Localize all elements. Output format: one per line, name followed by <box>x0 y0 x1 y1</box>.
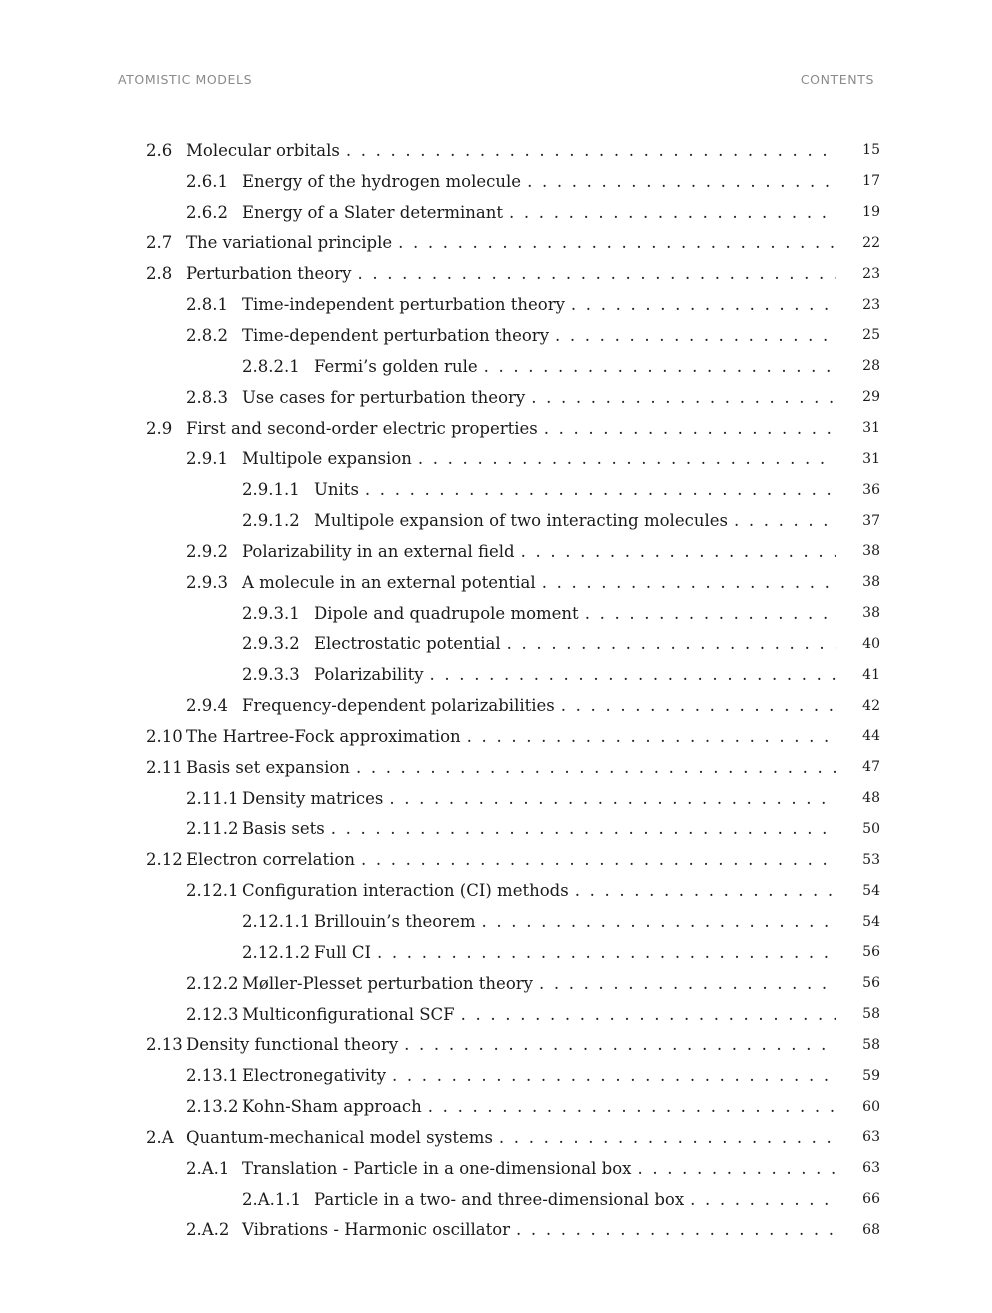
toc-entry[interactable] <box>146 906 880 937</box>
toc-entry-label <box>146 819 836 838</box>
section-title: Perturbation theory <box>186 264 352 284</box>
toc-entry-label <box>146 1097 836 1116</box>
section-title: Molecular orbitals <box>186 140 340 160</box>
dot-leader <box>482 912 836 931</box>
page-number: 31 <box>862 450 880 467</box>
section-number: 2.12.2 <box>186 973 239 993</box>
toc-entry[interactable] <box>146 228 880 259</box>
toc-entry[interactable] <box>146 937 880 968</box>
toc-entry-label <box>146 326 836 345</box>
page-number: 58 <box>862 1006 880 1023</box>
section-title: Density matrices <box>242 788 384 808</box>
section-title: Fermi’s golden rule <box>314 356 478 376</box>
section-number: 2.A.1.1 <box>242 1189 302 1209</box>
page-number: 53 <box>862 851 880 868</box>
dot-leader <box>461 1005 836 1024</box>
page-number: 40 <box>862 635 880 652</box>
dot-leader <box>377 943 836 962</box>
dot-leader <box>509 203 836 222</box>
toc-entry-label <box>146 264 836 283</box>
dot-leader <box>521 542 836 561</box>
toc-entry-label <box>146 1159 836 1178</box>
toc-entry-label <box>146 480 836 499</box>
section-title: Kohn-Sham approach <box>242 1097 422 1117</box>
dot-leader <box>542 573 836 592</box>
toc-entry[interactable] <box>146 659 880 690</box>
section-title: The variational principle <box>186 233 393 253</box>
toc-entry[interactable] <box>146 320 880 351</box>
toc-entry[interactable] <box>146 1029 880 1060</box>
dot-leader <box>585 604 836 623</box>
section-number: 2.9.1 <box>186 449 228 469</box>
toc-entry[interactable] <box>146 844 880 875</box>
toc-entry[interactable] <box>146 258 880 289</box>
toc-entry-label <box>146 665 836 684</box>
toc-entry-label <box>146 943 836 962</box>
section-number: 2.A.2 <box>186 1220 230 1240</box>
toc-entry-label <box>146 1128 836 1147</box>
toc-entry[interactable] <box>146 567 880 598</box>
section-number: 2.12.3 <box>186 1004 239 1024</box>
section-number: 2.A.1 <box>186 1158 230 1178</box>
page-number: 38 <box>862 543 880 560</box>
dot-leader <box>531 388 836 407</box>
dot-leader <box>357 264 836 283</box>
section-title: Multipole expansion <box>242 449 412 469</box>
dot-leader <box>430 665 836 684</box>
page-number: 38 <box>862 574 880 591</box>
toc-entry-label <box>146 295 836 314</box>
section-title: Brillouin’s theorem <box>314 912 476 932</box>
dot-leader <box>690 1190 836 1209</box>
section-number: 2.11 <box>146 757 183 777</box>
toc-entry[interactable] <box>146 1091 880 1122</box>
section-number: 2.6 <box>146 140 173 160</box>
dot-leader <box>346 141 836 160</box>
running-header-right: CONTENTS <box>800 72 874 87</box>
dot-leader <box>499 1128 836 1147</box>
section-title: Particle in a two- and three-dimensional box <box>314 1189 685 1209</box>
toc-entry[interactable] <box>146 289 880 320</box>
toc-entry[interactable] <box>146 413 880 444</box>
page-number: 50 <box>862 820 880 837</box>
section-number: 2.11.2 <box>186 819 239 839</box>
page-number: 56 <box>862 944 880 961</box>
toc-entry-label <box>146 1066 836 1085</box>
toc-entry-label <box>146 1005 836 1024</box>
section-number: 2.9.3.3 <box>242 665 300 685</box>
page-number: 22 <box>862 234 880 251</box>
section-title: Electron correlation <box>186 850 355 870</box>
section-title: Møller-Plesset perturbation theory <box>242 973 533 993</box>
section-number: 2.13.1 <box>186 1066 239 1086</box>
toc-entry-label <box>146 233 836 252</box>
running-header-left: ATOMISTIC MODELS <box>118 72 253 87</box>
toc-entry[interactable] <box>146 1122 880 1153</box>
section-title: Units <box>314 480 359 500</box>
section-title: Density functional theory <box>186 1035 399 1055</box>
page-number: 66 <box>862 1191 880 1208</box>
section-title: Electronegativity <box>242 1066 387 1086</box>
section-number: 2.9.3 <box>186 572 228 592</box>
section-number: 2.9.3.1 <box>242 603 300 623</box>
toc-entry-label <box>146 604 836 623</box>
section-number: 2.12.1 <box>186 881 239 901</box>
section-title: Time-independent perturbation theory <box>242 295 565 315</box>
toc-entry[interactable] <box>146 721 880 752</box>
toc-entry-label <box>146 388 836 407</box>
page-number: 68 <box>862 1221 880 1238</box>
dot-leader <box>516 1220 836 1239</box>
toc-entry-label <box>146 542 836 561</box>
section-number: 2.9.3.2 <box>242 634 300 654</box>
toc-entry-label <box>146 727 836 746</box>
section-number: 2.6.2 <box>186 202 228 222</box>
section-number: 2.9 <box>146 418 173 438</box>
section-number: 2.12.1.2 <box>242 942 311 962</box>
toc-entry[interactable] <box>146 1215 880 1246</box>
toc-entry[interactable] <box>146 968 880 999</box>
section-title: Multiconfigurational SCF <box>242 1004 455 1024</box>
page-number: 23 <box>862 296 880 313</box>
toc-entry[interactable] <box>146 1060 880 1091</box>
section-title: Time-dependent perturbation theory <box>242 325 550 345</box>
dot-leader <box>404 1035 836 1054</box>
toc-entry-label <box>146 974 836 993</box>
section-title: Full CI <box>314 942 372 962</box>
dot-leader <box>467 727 836 746</box>
section-number: 2.9.2 <box>186 541 228 561</box>
toc-entry-label <box>146 758 836 777</box>
toc-entry-label <box>146 511 836 530</box>
section-number: 2.10 <box>146 726 183 746</box>
section-title: Use cases for perturbation theory <box>242 387 526 407</box>
section-title: First and second-order electric properties <box>186 418 538 438</box>
toc-entry-label <box>146 1190 836 1209</box>
toc-entry-label <box>146 696 836 715</box>
section-number: 2.8 <box>146 264 173 284</box>
dot-leader <box>356 758 836 777</box>
section-number: 2.9.4 <box>186 696 228 716</box>
page-number: 60 <box>862 1098 880 1115</box>
toc-entry[interactable] <box>146 505 880 536</box>
section-number: 2.9.1.1 <box>242 480 300 500</box>
section-number: 2.A <box>146 1127 174 1147</box>
dot-leader <box>389 789 836 808</box>
section-number: 2.12.1.1 <box>242 912 311 932</box>
dot-leader <box>575 881 836 900</box>
section-number: 2.9.1.2 <box>242 511 300 531</box>
dot-leader <box>484 357 836 376</box>
dot-leader <box>398 233 836 252</box>
section-title: Translation - Particle in a one-dimensional box <box>242 1158 632 1178</box>
dot-leader <box>361 850 836 869</box>
toc-entry-label <box>146 357 836 376</box>
toc-entry-label <box>146 1035 836 1054</box>
page-number: 48 <box>862 790 880 807</box>
toc-entry[interactable] <box>146 783 880 814</box>
toc-entry[interactable] <box>146 166 880 197</box>
dot-leader <box>365 480 836 499</box>
toc-entry[interactable] <box>146 690 880 721</box>
section-number: 2.8.2.1 <box>242 356 300 376</box>
toc-entry[interactable] <box>146 351 880 382</box>
section-title: Polarizability <box>314 665 424 685</box>
page-number: 23 <box>862 265 880 282</box>
dot-leader <box>555 326 836 345</box>
page-number: 25 <box>862 327 880 344</box>
page-number: 19 <box>862 204 880 221</box>
section-title: Dipole and quadrupole moment <box>314 603 579 623</box>
toc-entry[interactable] <box>146 536 880 567</box>
page-number: 58 <box>862 1036 880 1053</box>
section-title: Configuration interaction (CI) methods <box>242 881 569 901</box>
page-number: 54 <box>862 913 880 930</box>
section-title: Multipole expansion of two interacting molecules <box>314 511 728 531</box>
page-number: 56 <box>862 975 880 992</box>
section-title: Electrostatic potential <box>314 634 501 654</box>
dot-leader <box>331 819 836 838</box>
section-number: 2.6.1 <box>186 171 228 191</box>
toc-entry-label <box>146 172 836 191</box>
toc-entry-label <box>146 634 836 653</box>
page-number: 29 <box>862 389 880 406</box>
section-number: 2.8.1 <box>186 295 228 315</box>
toc-entry[interactable] <box>146 875 880 906</box>
toc-entry[interactable] <box>146 752 880 783</box>
dot-leader <box>527 172 836 191</box>
section-number: 2.8.2 <box>186 325 228 345</box>
page-number: 28 <box>862 358 880 375</box>
page-number: 15 <box>862 142 880 159</box>
page-number: 41 <box>862 666 880 683</box>
section-title: A molecule in an external potential <box>242 572 536 592</box>
section-title: Basis set expansion <box>186 757 350 777</box>
dot-leader <box>507 634 836 653</box>
dot-leader <box>428 1097 836 1116</box>
toc-entry-label <box>146 912 836 931</box>
page-number: 63 <box>862 1129 880 1146</box>
section-title: Basis sets <box>242 819 325 839</box>
toc-entry[interactable] <box>146 1153 880 1184</box>
toc-entry-label <box>146 449 836 468</box>
section-title: Quantum-mechanical model systems <box>186 1127 493 1147</box>
page-number: 44 <box>862 728 880 745</box>
toc-entry[interactable] <box>146 135 880 166</box>
section-number: 2.7 <box>146 233 173 253</box>
section-number: 2.8.3 <box>186 387 228 407</box>
toc-entry-label <box>146 141 836 160</box>
toc-entry[interactable] <box>146 629 880 660</box>
dot-leader <box>637 1159 836 1178</box>
toc-entry[interactable] <box>146 474 880 505</box>
dot-leader <box>544 419 836 438</box>
page-number: 36 <box>862 481 880 498</box>
page-number: 59 <box>862 1067 880 1084</box>
toc-entry-label <box>146 850 836 869</box>
section-title: Energy of a Slater determinant <box>242 202 504 222</box>
table-of-contents <box>146 135 880 1245</box>
dot-leader <box>734 511 836 530</box>
section-title: The Hartree-Fock approximation <box>186 726 461 746</box>
toc-entry-label <box>146 1220 836 1239</box>
page-number: 63 <box>862 1160 880 1177</box>
section-number: 2.13.2 <box>186 1097 239 1117</box>
section-number: 2.12 <box>146 850 183 870</box>
section-number: 2.13 <box>146 1035 183 1055</box>
toc-entry-label <box>146 789 836 808</box>
toc-entry[interactable] <box>146 1184 880 1215</box>
page-number: 38 <box>862 605 880 622</box>
dot-leader <box>418 449 836 468</box>
toc-entry[interactable] <box>146 999 880 1030</box>
toc-entry[interactable] <box>146 197 880 228</box>
page-number: 42 <box>862 697 880 714</box>
dot-leader <box>561 696 836 715</box>
page-number: 54 <box>862 882 880 899</box>
section-number: 2.11.1 <box>186 788 239 808</box>
page-number: 17 <box>862 173 880 190</box>
toc-entry-label <box>146 203 836 222</box>
toc-entry[interactable] <box>146 598 880 629</box>
toc-entry-label <box>146 573 836 592</box>
page-number: 47 <box>862 759 880 776</box>
page-number: 37 <box>862 512 880 529</box>
toc-entry[interactable] <box>146 382 880 413</box>
dot-leader <box>539 974 836 993</box>
section-title: Frequency-dependent polarizabilities <box>242 696 555 716</box>
toc-entry[interactable] <box>146 814 880 845</box>
toc-entry[interactable] <box>146 443 880 474</box>
toc-entry-label <box>146 419 836 438</box>
section-title: Vibrations - Harmonic oscillator <box>242 1220 511 1240</box>
dot-leader <box>571 295 836 314</box>
page-number: 31 <box>862 420 880 437</box>
section-title: Energy of the hydrogen molecule <box>242 171 522 191</box>
toc-entry-label <box>146 881 836 900</box>
section-title: Polarizability in an external field <box>242 541 515 561</box>
dot-leader <box>392 1066 836 1085</box>
